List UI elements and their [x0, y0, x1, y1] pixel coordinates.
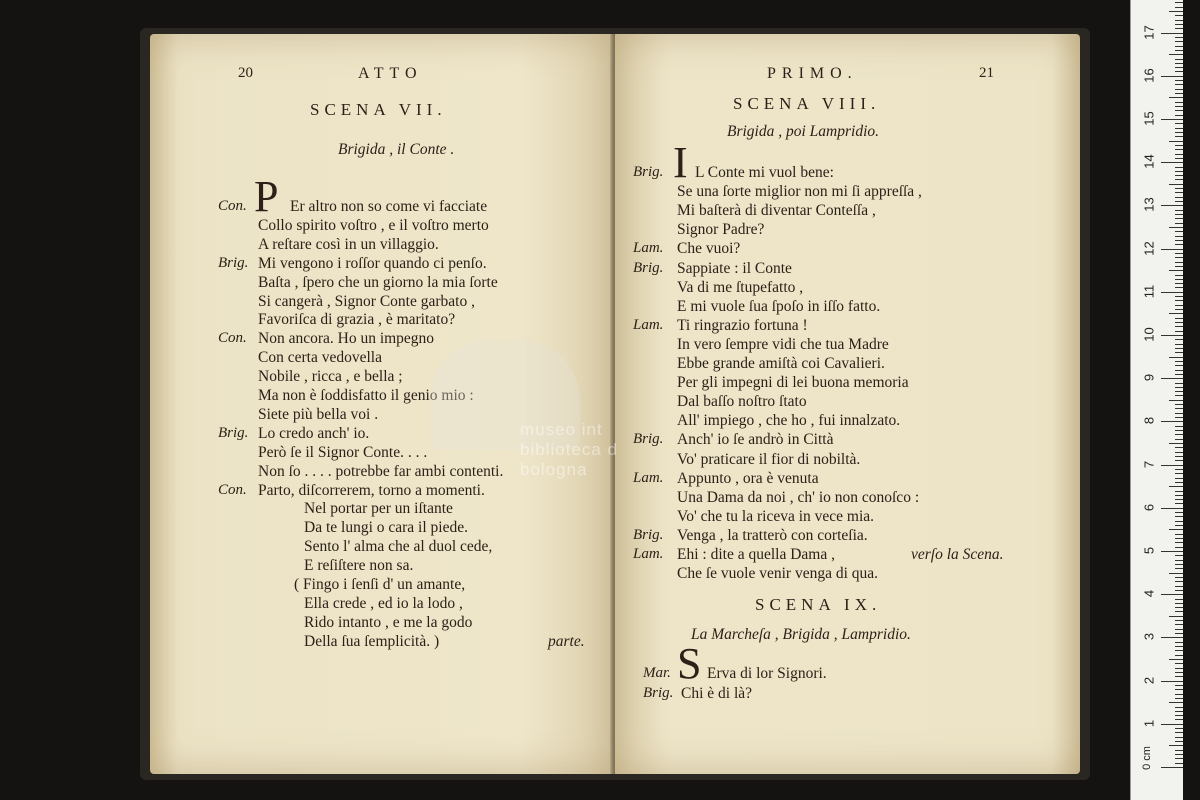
- ruler-tick: [1175, 590, 1183, 591]
- ruler-tick: [1175, 417, 1183, 418]
- ruler-tick: [1175, 370, 1183, 371]
- verse-line: Va di me ſtupefatto ,: [677, 278, 804, 296]
- ruler-tick: [1175, 128, 1183, 129]
- ruler-number: 10: [1141, 327, 1157, 342]
- ruler-tick: [1169, 313, 1183, 314]
- ruler-tick: [1175, 655, 1183, 656]
- verse-line: Parto, diſcorrerem, torno a momenti.: [258, 481, 485, 499]
- speaker-label: Lam.: [633, 240, 664, 257]
- ruler-tick: [1169, 745, 1183, 746]
- ruler-tick: [1169, 270, 1183, 271]
- ruler-tick: [1175, 581, 1183, 582]
- ruler-tick: [1175, 287, 1183, 288]
- drop-capital: S: [677, 639, 702, 688]
- ruler-tick: [1161, 33, 1183, 34]
- ruler-tick: [1175, 223, 1183, 224]
- verse-line: Però ſe il Signor Conte. . . .: [258, 443, 428, 461]
- ruler-tick: [1175, 93, 1183, 94]
- ruler-number: 4: [1141, 590, 1157, 598]
- ruler-tick: [1175, 391, 1183, 392]
- speaker-label: Brig.: [633, 164, 664, 180]
- ruler-tick: [1175, 171, 1183, 172]
- scene-title: SCENA VIII.: [733, 94, 881, 113]
- ruler-number: 15: [1141, 111, 1157, 126]
- ruler-tick: [1175, 24, 1183, 25]
- ruler-tick: [1175, 750, 1183, 751]
- ruler-tick: [1175, 158, 1183, 159]
- scene-cast: Brigida , il Conte .: [338, 141, 455, 158]
- ruler-tick: [1175, 491, 1183, 492]
- verse-line: E mi vuole ſua ſpoſo in iſſo fatto.: [677, 297, 881, 315]
- verse-line: Una Dama da noi , ch' io non conoſco :: [677, 488, 920, 506]
- verse-line: Si cangerà , Signor Conte garbato ,: [258, 292, 475, 310]
- ruler-tick: [1169, 141, 1183, 142]
- ruler-tick: [1175, 482, 1183, 483]
- verse-line: E reſiſtere non sa.: [304, 557, 414, 575]
- ruler-number: 9: [1141, 374, 1157, 382]
- ruler-tick: [1175, 218, 1183, 219]
- ruler-tick: [1175, 331, 1183, 332]
- verse-line: Rido intanto , e me la godo: [304, 613, 473, 631]
- ruler-tick: [1175, 547, 1183, 548]
- ruler-tick: [1175, 283, 1183, 284]
- ruler-tick: [1175, 611, 1183, 612]
- ruler-tick: [1175, 300, 1183, 301]
- ruler-tick: [1161, 119, 1183, 120]
- ruler-tick: [1175, 352, 1183, 353]
- verse-line: Appunto , ora è venuta: [677, 469, 819, 487]
- verse-line: Che ſe vuole venir venga di qua.: [677, 565, 879, 583]
- ruler-tick: [1175, 257, 1183, 258]
- ruler-tick: [1169, 97, 1183, 98]
- speaker-label: Mar.: [643, 665, 671, 681]
- ruler-tick: [1175, 408, 1183, 409]
- ruler-tick: [1169, 184, 1183, 185]
- ruler-tick: [1175, 89, 1183, 90]
- running-header-right: PRIMO.: [767, 65, 858, 82]
- ruler-tick: [1175, 71, 1183, 72]
- ruler-tick: [1175, 136, 1183, 137]
- ruler-tick: [1175, 495, 1183, 496]
- speaker-label: Lam.: [633, 546, 664, 562]
- verse-line: Ella crede , ed io la lodo ,: [304, 594, 463, 612]
- running-header-left: ATTO: [358, 65, 423, 82]
- ruler-tick: [1175, 430, 1183, 431]
- verse-line: Della ſua ſemplicità. ): [304, 632, 440, 650]
- ruler-tick: [1161, 465, 1183, 466]
- verse-line: Nobile , ricca , e bella ;: [258, 368, 403, 386]
- ruler-tick: [1175, 668, 1183, 669]
- ruler-tick: [1175, 603, 1183, 604]
- verse-line: Siete più bella voi .: [258, 405, 379, 423]
- watermark-line: museo int: [520, 420, 603, 439]
- ruler-tick: [1175, 231, 1183, 232]
- ruler-tick: [1175, 253, 1183, 254]
- speaker-label: Con.: [218, 198, 247, 214]
- speaker-label: Brig.: [218, 254, 249, 271]
- verse-line: Ebbe grande amiſtà coi Cavalieri.: [677, 355, 885, 372]
- ruler-tick: [1175, 41, 1183, 42]
- verse-line: Sappiate : il Conte: [677, 259, 792, 277]
- ruler-tick: [1161, 292, 1183, 293]
- ruler-tick: [1161, 637, 1183, 638]
- verse-line: Mi baſterà di diventar Conteſſa ,: [677, 202, 876, 220]
- ruler-tick: [1175, 469, 1183, 470]
- ruler-tick: [1175, 685, 1183, 686]
- ruler-tick: [1175, 620, 1183, 621]
- drop-capital: I: [673, 138, 688, 187]
- ruler-number: 12: [1141, 240, 1157, 256]
- ruler-tick: [1175, 737, 1183, 738]
- ruler-tick: [1175, 413, 1183, 414]
- ruler-tick: [1175, 512, 1183, 513]
- ruler-tick: [1175, 326, 1183, 327]
- ruler-tick: [1175, 20, 1183, 21]
- ruler-tick: [1175, 521, 1183, 522]
- ruler-unit-label: 0 cm: [1140, 746, 1153, 770]
- ruler-tick: [1175, 650, 1183, 651]
- ruler-tick: [1175, 534, 1183, 535]
- speaker-label: Lam.: [633, 469, 664, 486]
- verse-line: Mi vengono i roſſor quando ci penſo.: [258, 254, 487, 272]
- verse-line: Da te lungi o cara il piede.: [304, 519, 468, 537]
- verse-line: Dal baſſo noſtro ſtato: [677, 393, 807, 411]
- ruler-tick: [1161, 76, 1183, 77]
- stage-direction: verſo la Scena.: [911, 546, 1004, 563]
- ruler-tick: [1175, 63, 1183, 64]
- watermark-line: biblioteca d: [520, 440, 619, 459]
- scene-cast: Brigida , poi Lampridio.: [727, 123, 880, 140]
- ruler-tick: [1175, 711, 1183, 712]
- ruler-tick: [1175, 577, 1183, 578]
- ruler-tick: [1175, 2, 1183, 3]
- speaker-label: Brig.: [633, 259, 664, 276]
- speaker-label: Brig.: [218, 424, 249, 441]
- ruler-tick: [1175, 59, 1183, 60]
- ruler-tick: [1175, 339, 1183, 340]
- ruler-tick: [1175, 568, 1183, 569]
- ruler-tick: [1175, 478, 1183, 479]
- ruler-tick: [1175, 732, 1183, 733]
- ruler-tick: [1169, 443, 1183, 444]
- ruler-tick: [1175, 663, 1183, 664]
- ruler-tick: [1175, 132, 1183, 133]
- ruler-number: 7: [1141, 460, 1157, 468]
- ruler-tick: [1175, 741, 1183, 742]
- ruler-tick: [1161, 724, 1183, 725]
- ruler-tick: [1175, 154, 1183, 155]
- ruler-tick: [1175, 348, 1183, 349]
- verse-line: In vero ſempre vidi che tua Madre: [677, 335, 889, 353]
- ruler-tick: [1169, 702, 1183, 703]
- ruler-tick: [1175, 715, 1183, 716]
- ruler-number: 1: [1141, 719, 1157, 727]
- ruler-tick: [1175, 7, 1183, 8]
- verse-line: Collo spirito voſtro , e il voſtro merto: [258, 216, 489, 234]
- ruler-tick: [1161, 378, 1183, 379]
- verse-line: Ehi : dite a quella Dama ,: [677, 546, 835, 563]
- speaker-label: Con.: [218, 330, 247, 347]
- ruler-tick: [1169, 227, 1183, 228]
- ruler-tick: [1175, 499, 1183, 500]
- ruler-tick: [1175, 344, 1183, 345]
- verse-line: Anch' io ſe andrò in Città: [677, 431, 834, 449]
- ruler-tick: [1175, 102, 1183, 103]
- ruler-tick: [1175, 473, 1183, 474]
- ruler-tick: [1175, 404, 1183, 405]
- speaker-label: Brig.: [633, 431, 664, 448]
- page-number-right: 21: [979, 65, 994, 81]
- verse-line: Sento l' alma che al duol cede,: [304, 538, 493, 556]
- ruler-tick: [1175, 763, 1183, 764]
- verse-line: Nel portar per un iſtante: [304, 500, 453, 518]
- speaker-label: Brig.: [643, 685, 674, 701]
- ruler-tick: [1169, 616, 1183, 617]
- ruler-tick: [1175, 46, 1183, 47]
- verse-line: Er altro non so come vi facciate: [290, 198, 488, 215]
- ruler-tick: [1175, 439, 1183, 440]
- verse-line: Non ancora. Ho un impegno: [258, 330, 435, 348]
- ruler-tick: [1161, 421, 1183, 422]
- ruler-tick: [1169, 54, 1183, 55]
- ruler-tick: [1175, 149, 1183, 150]
- verse-line: ( Fingo i ſenſi d' un amante,: [294, 576, 466, 593]
- ruler-tick: [1175, 67, 1183, 68]
- watermark-line: bologna: [520, 460, 588, 479]
- ruler-tick: [1169, 659, 1183, 660]
- verse-line: Ti ringrazio fortuna !: [677, 316, 808, 334]
- ruler-number: 11: [1141, 284, 1157, 299]
- ruler-tick: [1175, 80, 1183, 81]
- ruler-tick: [1175, 758, 1183, 759]
- verse-line: Favoriſca di grazia , è maritato?: [258, 311, 456, 329]
- ruler-tick: [1175, 175, 1183, 176]
- ruler-tick: [1175, 214, 1183, 215]
- ruler-tick: [1175, 452, 1183, 453]
- ruler-tick: [1175, 754, 1183, 755]
- speaker-label: Lam.: [633, 316, 664, 333]
- ruler-tick: [1175, 516, 1183, 517]
- ruler-tick: [1175, 642, 1183, 643]
- verse-line: Chi è di là?: [681, 685, 753, 702]
- ruler-tick: [1175, 361, 1183, 362]
- ruler-tick: [1175, 145, 1183, 146]
- ruler-tick: [1175, 236, 1183, 237]
- scene-title: SCENA VII.: [310, 100, 447, 119]
- ruler-tick: [1169, 400, 1183, 401]
- verse-line: Se una ſorte miglior non mi ſi appreſſa ,: [677, 183, 922, 201]
- ruler-tick: [1161, 249, 1183, 250]
- verse-line: Vo' che tu la riceva in vece mia.: [677, 507, 875, 525]
- ruler-tick: [1175, 434, 1183, 435]
- ruler-tick: [1161, 508, 1183, 509]
- ruler-tick: [1175, 460, 1183, 461]
- measurement-ruler: [1130, 0, 1183, 800]
- ruler-tick: [1175, 167, 1183, 168]
- ruler-tick: [1175, 395, 1183, 396]
- ruler-tick: [1169, 11, 1183, 12]
- ruler-tick: [1175, 599, 1183, 600]
- ruler-tick: [1175, 15, 1183, 16]
- verse-line: A reſtare così in un villaggio.: [258, 235, 439, 253]
- ruler-tick: [1175, 624, 1183, 625]
- ruler-tick: [1175, 503, 1183, 504]
- ruler-tick: [1175, 374, 1183, 375]
- ruler-tick: [1175, 646, 1183, 647]
- ruler-tick: [1175, 564, 1183, 565]
- page-number-left: 20: [238, 65, 253, 81]
- ruler-tick: [1175, 538, 1183, 539]
- ruler-tick: [1161, 205, 1183, 206]
- ruler-number: 2: [1141, 676, 1157, 684]
- ruler-tick: [1161, 594, 1183, 595]
- ruler-tick: [1175, 383, 1183, 384]
- ruler-tick: [1175, 525, 1183, 526]
- right-page: [615, 34, 1080, 774]
- ruler-tick: [1175, 322, 1183, 323]
- ruler-tick: [1175, 296, 1183, 297]
- ruler-tick: [1175, 210, 1183, 211]
- ruler-tick: [1175, 305, 1183, 306]
- ruler-tick: [1175, 728, 1183, 729]
- verse-line: Lo credo anch' io.: [258, 424, 370, 442]
- ruler-tick: [1161, 551, 1183, 552]
- ruler-tick: [1175, 560, 1183, 561]
- ruler-tick: [1175, 179, 1183, 180]
- ruler-tick: [1175, 309, 1183, 310]
- scene-cast: La Marcheſa , Brigida , Lampridio.: [691, 626, 911, 643]
- ruler-number: 16: [1141, 68, 1157, 83]
- ruler-tick: [1175, 244, 1183, 245]
- ruler-tick: [1175, 719, 1183, 720]
- verse-line: Baſta , ſpero che un giorno la mia ſorte: [258, 273, 498, 291]
- ruler-tick: [1175, 266, 1183, 267]
- ruler-tick: [1169, 357, 1183, 358]
- ruler-number: 8: [1141, 417, 1157, 425]
- ruler-tick: [1175, 279, 1183, 280]
- verse-line: Signor Padre?: [677, 221, 765, 239]
- ruler-tick: [1175, 633, 1183, 634]
- ruler-tick: [1175, 387, 1183, 388]
- ruler-tick: [1161, 162, 1183, 163]
- speaker-label: Brig.: [633, 526, 664, 543]
- ruler-tick: [1175, 629, 1183, 630]
- verse-line: Non ſo . . . . potrebbe far ambi contenti.: [258, 462, 504, 480]
- ruler-tick: [1175, 28, 1183, 29]
- ruler-tick: [1175, 365, 1183, 366]
- speaker-label: Con.: [218, 481, 247, 498]
- ruler-tick: [1175, 110, 1183, 111]
- ruler-tick: [1175, 447, 1183, 448]
- ruler-number: 17: [1141, 24, 1157, 40]
- ruler-tick: [1175, 262, 1183, 263]
- ruler-tick: [1175, 672, 1183, 673]
- ruler-tick: [1175, 106, 1183, 107]
- ruler-tick: [1169, 486, 1183, 487]
- ruler-tick: [1175, 197, 1183, 198]
- museum-watermark-text: [520, 420, 618, 480]
- ruler-tick: [1175, 84, 1183, 85]
- ruler-tick: [1175, 275, 1183, 276]
- ruler-tick: [1175, 542, 1183, 543]
- ruler-number: 5: [1141, 546, 1157, 555]
- ruler-tick: [1175, 188, 1183, 189]
- verse-line: L Conte mi vuol bene:: [695, 164, 834, 181]
- ruler-tick: [1175, 192, 1183, 193]
- verse-line: Vo' praticare il fior di nobiltà.: [677, 450, 861, 468]
- verse-line: Venga , la tratterò con corteſia.: [677, 526, 868, 544]
- verse-line: All' impiego , che ho , fui innalzato.: [677, 412, 901, 430]
- ruler-number: 13: [1141, 197, 1157, 213]
- drop-capital: P: [254, 172, 279, 221]
- ruler-tick: [1175, 240, 1183, 241]
- ruler-tick: [1175, 555, 1183, 556]
- verse-line: Ma non è ſoddisfatto il genio mio :: [258, 387, 474, 404]
- ruler-number: 3: [1141, 633, 1157, 641]
- ruler-tick: [1175, 201, 1183, 202]
- ruler-tick: [1175, 456, 1183, 457]
- verse-line: Per gli impegni di lei buona memoria: [677, 374, 909, 392]
- ruler-tick: [1175, 50, 1183, 51]
- verse-line: Che vuoi?: [677, 240, 741, 258]
- ruler-tick: [1175, 676, 1183, 677]
- ruler-tick: [1175, 694, 1183, 695]
- ruler-tick: [1175, 426, 1183, 427]
- ruler-tick: [1175, 698, 1183, 699]
- ruler-tick: [1169, 573, 1183, 574]
- ruler-tick: [1175, 689, 1183, 690]
- verse-line: Con certa vedovella: [258, 349, 382, 367]
- ruler-tick: [1175, 318, 1183, 319]
- ruler-tick: [1161, 681, 1183, 682]
- ruler-tick: [1175, 607, 1183, 608]
- ruler-tick: [1161, 335, 1183, 336]
- ruler-number: 14: [1141, 154, 1157, 169]
- ruler-tick: [1169, 529, 1183, 530]
- ruler-tick: [1175, 586, 1183, 587]
- verse-line: Erva di lor Signori.: [707, 665, 827, 682]
- ruler-tick: [1175, 115, 1183, 116]
- scene-title: SCENA IX.: [755, 595, 882, 614]
- ruler-tick: [1175, 123, 1183, 124]
- ruler-tick: [1161, 767, 1183, 768]
- ruler-number: 6: [1141, 503, 1157, 511]
- ruler-tick: [1175, 37, 1183, 38]
- stage-direction: parte.: [548, 632, 585, 650]
- ruler-tick: [1175, 707, 1183, 708]
